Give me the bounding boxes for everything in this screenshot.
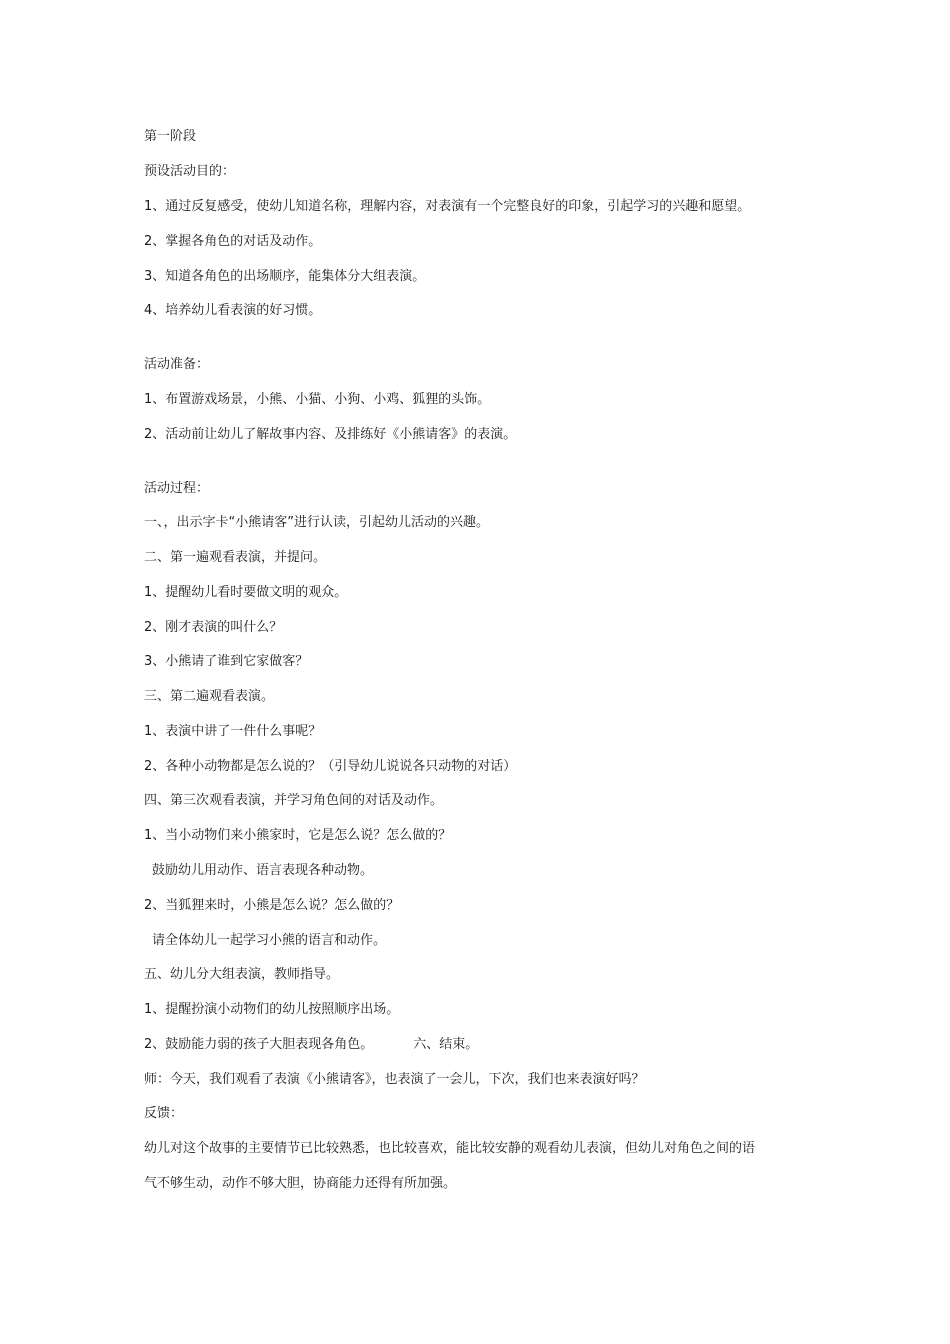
process-item: 2、鼓励能力弱的孩子大胆表现各角色。 (144, 1037, 374, 1052)
preparation-heading: 活动准备： (144, 357, 210, 372)
process-step: 六、结束。 (413, 1037, 479, 1052)
process-step: 三、第二遍观看表演。 (144, 689, 275, 704)
process-step: 二、第一遍观看表演，并提问。 (144, 550, 327, 565)
feedback-text: 幼儿对这个故事的主要情节已比较熟悉，也比较喜欢，能比较安静的观看幼儿表演，但幼儿对角色之间的语 (144, 1141, 756, 1156)
process-step: 五、幼儿分大组表演，教师指导。 (144, 967, 340, 982)
goal-item: 1、通过反复感受，使幼儿知道名称，理解内容，对表演有一个完整良好的印象，引起学习的兴趣和愿望。 (144, 199, 751, 214)
goals-heading: 预设活动目的： (144, 164, 236, 179)
feedback-text: 气不够生动，动作不够大胆，协商能力还得有所加强。 (144, 1176, 457, 1191)
process-item: 2、各种小动物都是怎么说的？（引导幼儿说说各只动物的对话） (144, 759, 517, 774)
process-step: 四、第三次观看表演，并学习角色间的对话及动作。 (144, 793, 444, 808)
goal-item: 3、知道各角色的出场顺序，能集体分大组表演。 (144, 269, 426, 284)
process-heading: 活动过程： (144, 481, 210, 496)
process-note: 鼓励幼儿用动作、语言表现各种动物。 (152, 863, 374, 878)
process-item: 1、提醒幼儿看时要做文明的观众。 (144, 585, 348, 600)
goal-item: 4、培养幼儿看表演的好习惯。 (144, 303, 322, 318)
feedback-heading: 反馈： (144, 1106, 184, 1121)
preparation-item: 1、布置游戏场景，小熊、小猫、小狗、小鸡、狐狸的头饰。 (144, 392, 491, 407)
section-heading: 第一阶段 (144, 129, 197, 144)
process-item: 1、提醒扮演小动物们的幼儿按照顺序出场。 (144, 1002, 400, 1017)
process-item: 2、刚才表演的叫什么？ (144, 620, 283, 635)
process-item: 1、表演中讲了一件什么事呢？ (144, 724, 322, 739)
process-item: 2、当狐狸来时，小熊是怎么说？怎么做的？ (144, 898, 400, 913)
preparation-item: 2、活动前让幼儿了解故事内容、及排练好《小熊请客》的表演。 (144, 427, 517, 442)
process-item-row (144, 1036, 478, 1054)
goal-item: 2、掌握各角色的对话及动作。 (144, 234, 322, 249)
teacher-remark: 师：今天，我们观看了表演《小熊请客》，也表演了一会儿，下次，我们也来表演好吗？ (144, 1072, 645, 1087)
process-item: 1、当小动物们来小熊家时，它是怎么说？怎么做的？ (144, 828, 452, 843)
process-step: 一、，出示字卡“小熊请客”进行认读，引起幼儿活动的兴趣。 (144, 515, 489, 530)
process-note: 请全体幼儿一起学习小熊的语言和动作。 (152, 933, 387, 948)
process-item: 3、小熊请了谁到它家做客？ (144, 654, 309, 669)
